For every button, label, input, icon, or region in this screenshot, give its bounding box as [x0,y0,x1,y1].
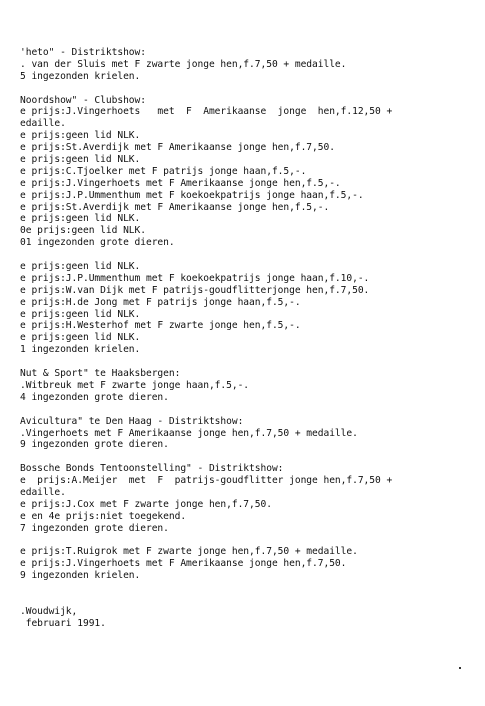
text-line: 7 ingezonden grote dieren. [20,522,169,534]
text-line: 9 ingezonden krielen. [20,570,141,582]
text-line: e prijs:geen lid NLK. [20,154,141,166]
paragraph-gap [20,83,480,95]
text-line: e en 4e prijs:niet toegekend. [20,510,187,522]
text-line: .Witbreuk met F zwarte jonge haan,f.5,-. [20,379,250,391]
text-line: 01 ingezonden grote dieren. [20,237,175,249]
paragraph-gap [20,535,480,547]
text-line: e prijs:J.Cox met F zwarte jonge hen,f.7,50. [20,498,272,510]
text-line: e prijs:J.P.Ummenthum met F koekoekpatrijs jonge haan,f.10,-. [20,272,370,284]
document-text [20,47,480,630]
text-line: 'heto" - Distriktshow: [20,47,146,58]
text-line: e prijs:T.Ruigrok met F zwarte jonge hen,f.7,50 + medaille. [20,546,358,558]
text-line: e prijs:geen lid NLK. [20,332,141,344]
text-line: Avicultura" te Den Haag - Distriktshow: [20,415,244,427]
paragraph-gap [20,582,480,594]
text-line: edaille. [20,486,66,498]
paragraph-gap [20,404,480,416]
text-line: e prijs:geen lid NLK. [20,213,141,225]
text-line: e prijs:C.Tjoelker met F patrijs jonge haan,f.5,-. [20,165,307,177]
paragraph-gap [20,249,480,261]
text-line: e prijs:W.van Dijk met F patrijs-goudflitterjonge hen,f.7,50. [20,284,370,296]
text-line: e prijs:geen lid NLK. [20,308,141,320]
text-line: 5 ingezonden krielen. [20,70,141,82]
text-line: e prijs:J.P.Ummenthum met F koekoekpatrijs jonge haan,f.5,-. [20,189,364,201]
text-line: .Vingerhoets met F Amerikaanse jonge hen,f.7,50 + medaille. [20,427,358,439]
text-line: e prijs:St.Averdijk met F Amerikaanse jonge hen,f.5,-. [20,201,330,213]
paragraph-gap [20,594,480,606]
text-line: e prijs:geen lid NLK. [20,261,141,273]
text-line: .Woudwijk, [20,605,78,617]
text-line: e prijs:J.Vingerhoets met F Amerikaanse jonge hen,f.12,50 + [20,106,393,118]
text-line: e prijs:A.Meijer met F patrijs-goudflitter jonge hen,f.7,50 + [20,475,393,487]
text-line: 9 ingezonden grote dieren. [20,439,169,451]
speck-mark [459,667,461,669]
paragraph-gap [20,356,480,368]
text-line: februari 1991. [20,617,106,629]
text-line: e prijs:St.Averdijk met F Amerikaanse jonge hen,f.7,50. [20,142,335,154]
text-line: e prijs:H.de Jong met F patrijs jonge haan,f.5,-. [20,296,301,308]
text-line: Nut & Sport" te Haaksbergen: [20,368,181,380]
text-line: e prijs:geen lid NLK. [20,130,141,142]
text-line: Noordshow" - Clubshow: [20,94,146,106]
text-line: 0e prijs:geen lid NLK. [20,225,146,237]
text-line: e prijs:H.Westerhof met F zwarte jonge hen,f.5,-. [20,320,301,332]
text-line: e prijs:J.Vingerhoets met F Amerikaanse jonge hen,f.7,50. [20,558,347,570]
text-line: . van der Sluis met F zwarte jonge hen,f.7,50 + medaille. [20,58,347,70]
text-line: 1 ingezonden krielen. [20,344,141,356]
text-line: 4 ingezonden grote dieren. [20,391,169,403]
paragraph-gap [20,451,480,463]
text-line: Bossche Bonds Tentoonstelling" - Distriktshow: [20,463,284,475]
text-line: e prijs:J.Vingerhoets met F Amerikaanse jonge hen,f.5,-. [20,177,341,189]
text-line: edaille. [20,118,66,130]
